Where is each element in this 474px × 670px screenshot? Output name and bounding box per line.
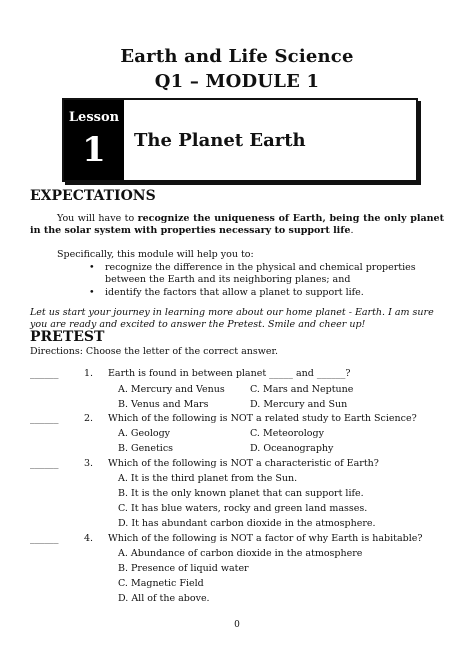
bullet-item xyxy=(89,262,445,286)
expectations-paragraph xyxy=(30,213,444,237)
answer-option: B. Genetics xyxy=(118,443,174,454)
question-text: Which of the following is NOT a characteristic of Earth? xyxy=(108,458,379,469)
question-text: Which of the following is NOT a related study to Earth Science? xyxy=(108,413,417,424)
question-number: 2. xyxy=(84,413,94,424)
lesson-banner xyxy=(62,98,418,182)
pretest-heading: PRETEST xyxy=(30,329,105,345)
answer-option: B. Venus and Mars xyxy=(118,399,209,410)
lesson-label: Lesson xyxy=(68,110,120,125)
answer-option: A. It is the third planet from the Sun. xyxy=(118,473,298,484)
expectations-heading: EXPECTATIONS xyxy=(30,188,156,204)
bullet-dot: • xyxy=(89,262,95,273)
answer-option: C. It has blue waters, rocky and green land masses. xyxy=(118,503,368,514)
answer-option: A. Geology xyxy=(118,428,171,439)
intro-paragraph: Let us start your journey in learning more about our home planet - Earth. I am sure you are ready and excited to answer the Pretest. Smile and cheer up! xyxy=(30,307,434,330)
answer-option: C. Mars and Neptune xyxy=(250,384,354,395)
module-title: Earth and Life Science xyxy=(120,46,354,67)
answer-option: D. All of the above. xyxy=(118,593,210,604)
expectations-end: . xyxy=(350,225,354,236)
specifically-text: Specifically, this module will help you to: xyxy=(57,249,254,260)
lesson-number-block xyxy=(64,100,124,180)
expectations-bold: recognize the uniqueness of Earth, being the only planet in the solar system with properties necessary to support life xyxy=(30,213,444,236)
question-text: Which of the following is NOT a factor of why Earth is habitable? xyxy=(108,533,423,544)
bullet-text: recognize the difference in the physical and chemical properties between the Earth and its neighboring planes; and xyxy=(105,262,416,285)
lesson-title: The Planet Earth xyxy=(134,130,306,151)
answer-option: C. Meteorology xyxy=(250,428,324,439)
answer-blank[interactable]: ______ xyxy=(30,368,59,379)
answer-option: C. Magnetic Field xyxy=(118,578,204,589)
lesson-number: 1 xyxy=(82,130,106,170)
bullet-item xyxy=(89,287,445,299)
pretest-directions: Directions: Choose the letter of the correct answer. xyxy=(30,346,278,357)
answer-option: A. Abundance of carbon dioxide in the atmosphere xyxy=(118,548,363,559)
answer-option: D. Oceanography xyxy=(250,443,334,454)
question-number: 3. xyxy=(84,458,94,469)
answer-blank[interactable]: ______ xyxy=(30,458,59,469)
expectations-lead: You will have to xyxy=(57,213,138,224)
answer-option: D. Mercury and Sun xyxy=(250,399,348,410)
question-text: Earth is found in between planet _____ and ______? xyxy=(108,368,351,379)
answer-option: B. Presence of liquid water xyxy=(118,563,249,574)
question-number: 4. xyxy=(84,533,94,544)
page-number: 0 xyxy=(234,620,240,630)
answer-option: B. It is the only known planet that can support life. xyxy=(118,488,364,499)
answer-blank[interactable]: ______ xyxy=(30,533,59,544)
bullet-text: identify the factors that allow a planet to support life. xyxy=(105,287,364,298)
answer-option: D. It has abundant carbon dioxide in the atmosphere. xyxy=(118,518,376,529)
bullet-dot: • xyxy=(89,287,95,298)
question-number: 1. xyxy=(84,368,94,379)
answer-blank[interactable]: ______ xyxy=(30,413,59,424)
answer-option: A. Mercury and Venus xyxy=(118,384,225,395)
module-subtitle: Q1 – MODULE 1 xyxy=(154,71,320,92)
